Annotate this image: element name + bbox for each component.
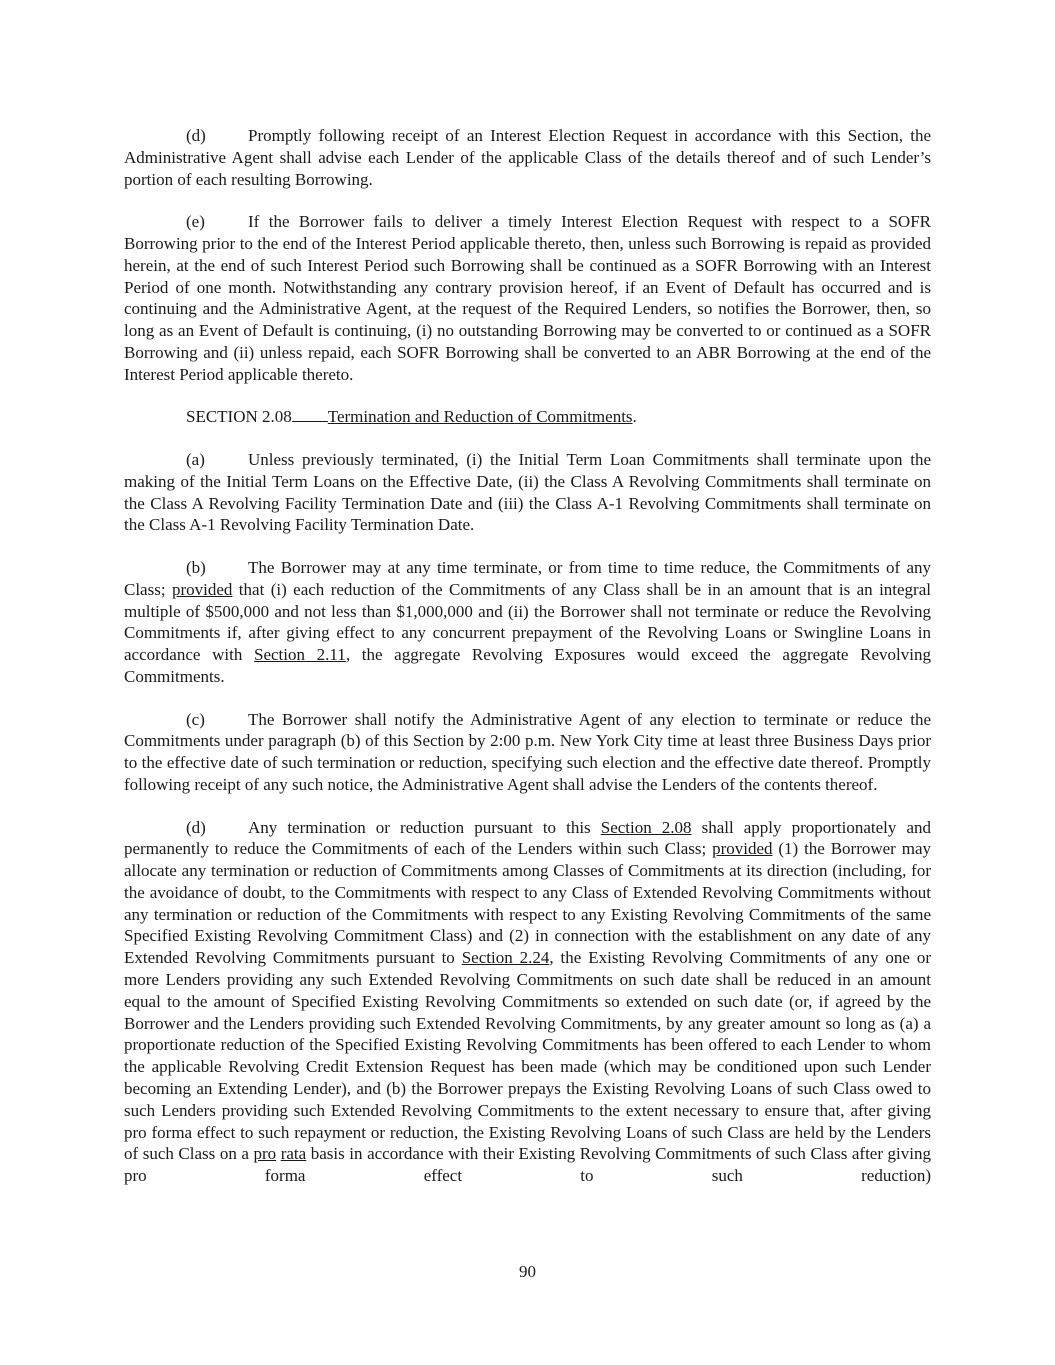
paragraph-a-termination bbox=[124, 449, 931, 536]
provided-term: provided bbox=[712, 839, 773, 859]
page-number: 90 bbox=[519, 1262, 536, 1281]
section-title-period: . bbox=[632, 407, 637, 427]
paragraph-d-proportionate-reduction bbox=[124, 817, 931, 1188]
paragraph-label: (d) bbox=[186, 817, 206, 837]
section-title: Termination and Reduction of Commitments bbox=[327, 407, 633, 427]
section-number: SECTION 2.08 bbox=[186, 407, 292, 427]
paragraph-text: Promptly following receipt of an Interest Election Request in accordance with this Section, the Administrative Agent shall advise each Lender of the applicable Class of the details thereof and of such Lender’s portion of each resulting Borrowing. bbox=[124, 126, 931, 189]
paragraph-label: (d) bbox=[186, 126, 206, 145]
section-reference-link[interactable]: Section 2.24 bbox=[461, 948, 550, 968]
paragraph-label: (a) bbox=[186, 449, 205, 469]
paragraph-text: , the aggregate Revolving Exposures would exceed the aggregate Revolving Commitments. bbox=[124, 645, 931, 686]
section-reference-link[interactable]: Section 2.08 bbox=[600, 817, 692, 837]
pro-term: pro bbox=[253, 1144, 277, 1164]
paragraph-d-interest-election bbox=[124, 125, 931, 190]
paragraph-label: (c) bbox=[186, 709, 205, 729]
paragraph-text: that (i) each reduction of the Commitments of any Class shall be in an amount that is an integral multiple of $500,000 and not less than $1,000,000 and (ii) the Borrower shall not terminate or reduce the Revolving Commitments if, after giving effect to any concurrent prepayment of the Revolving Loans or Swingline Loans in accordance with bbox=[124, 579, 931, 665]
paragraph-b-reduction bbox=[124, 557, 931, 688]
paragraph-text: The Borrower may at any time terminate, or from time to time reduce, the Commitments of any Class; bbox=[124, 557, 931, 599]
paragraph-text: shall apply proportionately and permanently to reduce the Commitments of each of the Lenders within such Class; bbox=[124, 817, 931, 859]
rata-term: rata bbox=[280, 1144, 307, 1164]
paragraph-label: (e) bbox=[186, 212, 205, 232]
paragraph-text: , the Existing Revolving Commitments of any one or more Lenders providing any such Extended Revolving Commitments on such date shall be reduced in an amount equal to the amount of Specified Existing Revolving Commitments so extended on such date (or, if agreed by the Borrower and the Lenders providing such Extended Revolving Commitments, by any greater amount so long as (a) a proportionate reduction of the Specified Existing Revolving Commitments has been offered to each Lender to whom the applicable Revolving Credit Extension Request has been made (which may be conditioned upon such Lender becoming an Extending Lender), and (b) the Borrower prepays the Existing Revolving Loans of such Class owed to such Lenders providing such Extended Revolving Commitments to the extent necessary to ensure that, after giving pro forma effect to such repayment or reduction, the Existing Revolving Loans of such Class are held by the Lenders of such Class on a bbox=[124, 948, 931, 1164]
paragraph-text: The Borrower shall notify the Administrative Agent of any election to terminate or reduce the Commitments under paragraph (b) of this Section by 2:00 p.m. New York City time at least three Business Days prior to the effective date of such termination or reduction, specifying such election and the effective date thereof. Promptly following receipt of any such notice, the Administrative Agent shall advise the Lenders of the contents thereof. bbox=[124, 709, 931, 794]
section-heading bbox=[124, 406, 931, 428]
paragraph-text: basis in accordance with their Existing Revolving Commitments of such Class after giving pro forma effect to such reduction) bbox=[124, 1144, 932, 1186]
paragraph-e-failure-to-elect bbox=[124, 211, 931, 385]
paragraph-text: Unless previously terminated, (i) the Initial Term Loan Commitments shall terminate upon the making of the Initial Term Loans on the Effective Date, (ii) the Class A Revolving Commitments shall terminate on the Class A Revolving Facility Termination Date and (iii) the Class A-1 Revolving Commitments shall terminate on the Class A-1 Revolving Facility Termination Date. bbox=[124, 449, 931, 535]
paragraph-text: If the Borrower fails to deliver a timely Interest Election Request with respect to a SOFR Borrowing prior to the end of the Interest Period applicable thereto, then, unless such Borrowing is repaid as provided herein, at the end of such Interest Period such Borrowing shall be continued as a SOFR Borrowing with an Interest Period of one month. Notwithstanding any contrary provision hereof, if an Event of Default has occurred and is continuing and the Administrative Agent, at the request of the Required Lenders, so notifies the Borrower, then, so long as an Event of Default is continuing, (i) no outstanding Borrowing may be converted to or continued as a SOFR Borrowing and (ii) unless repaid, each SOFR Borrowing shall be converted to an ABR Borrowing at the end of the Interest Period applicable thereto. bbox=[124, 212, 931, 384]
paragraph-text: Any termination or reduction pursuant to this bbox=[248, 817, 601, 837]
paragraph-c-notice bbox=[124, 709, 931, 796]
paragraph-label: (b) bbox=[186, 557, 206, 577]
paragraph-text: (1) the Borrower may allocate any termination or reduction of Commitments among Classes of Commitments at its direction (including, for the avoidance of doubt, to the Commitments with respect to any Class of Extended Revolving Commitments without any termination or reduction of the Commitments with respect to any Existing Revolving Commitments of the same Specified Existing Revolving Commitment Class) and (2) in connection with the establishment on any date of any Extended Revolving Commitments pursuant to bbox=[124, 839, 931, 968]
provided-term: provided bbox=[171, 579, 233, 599]
section-reference-link[interactable]: Section 2.11 bbox=[254, 645, 346, 665]
document-page bbox=[124, 125, 931, 1187]
